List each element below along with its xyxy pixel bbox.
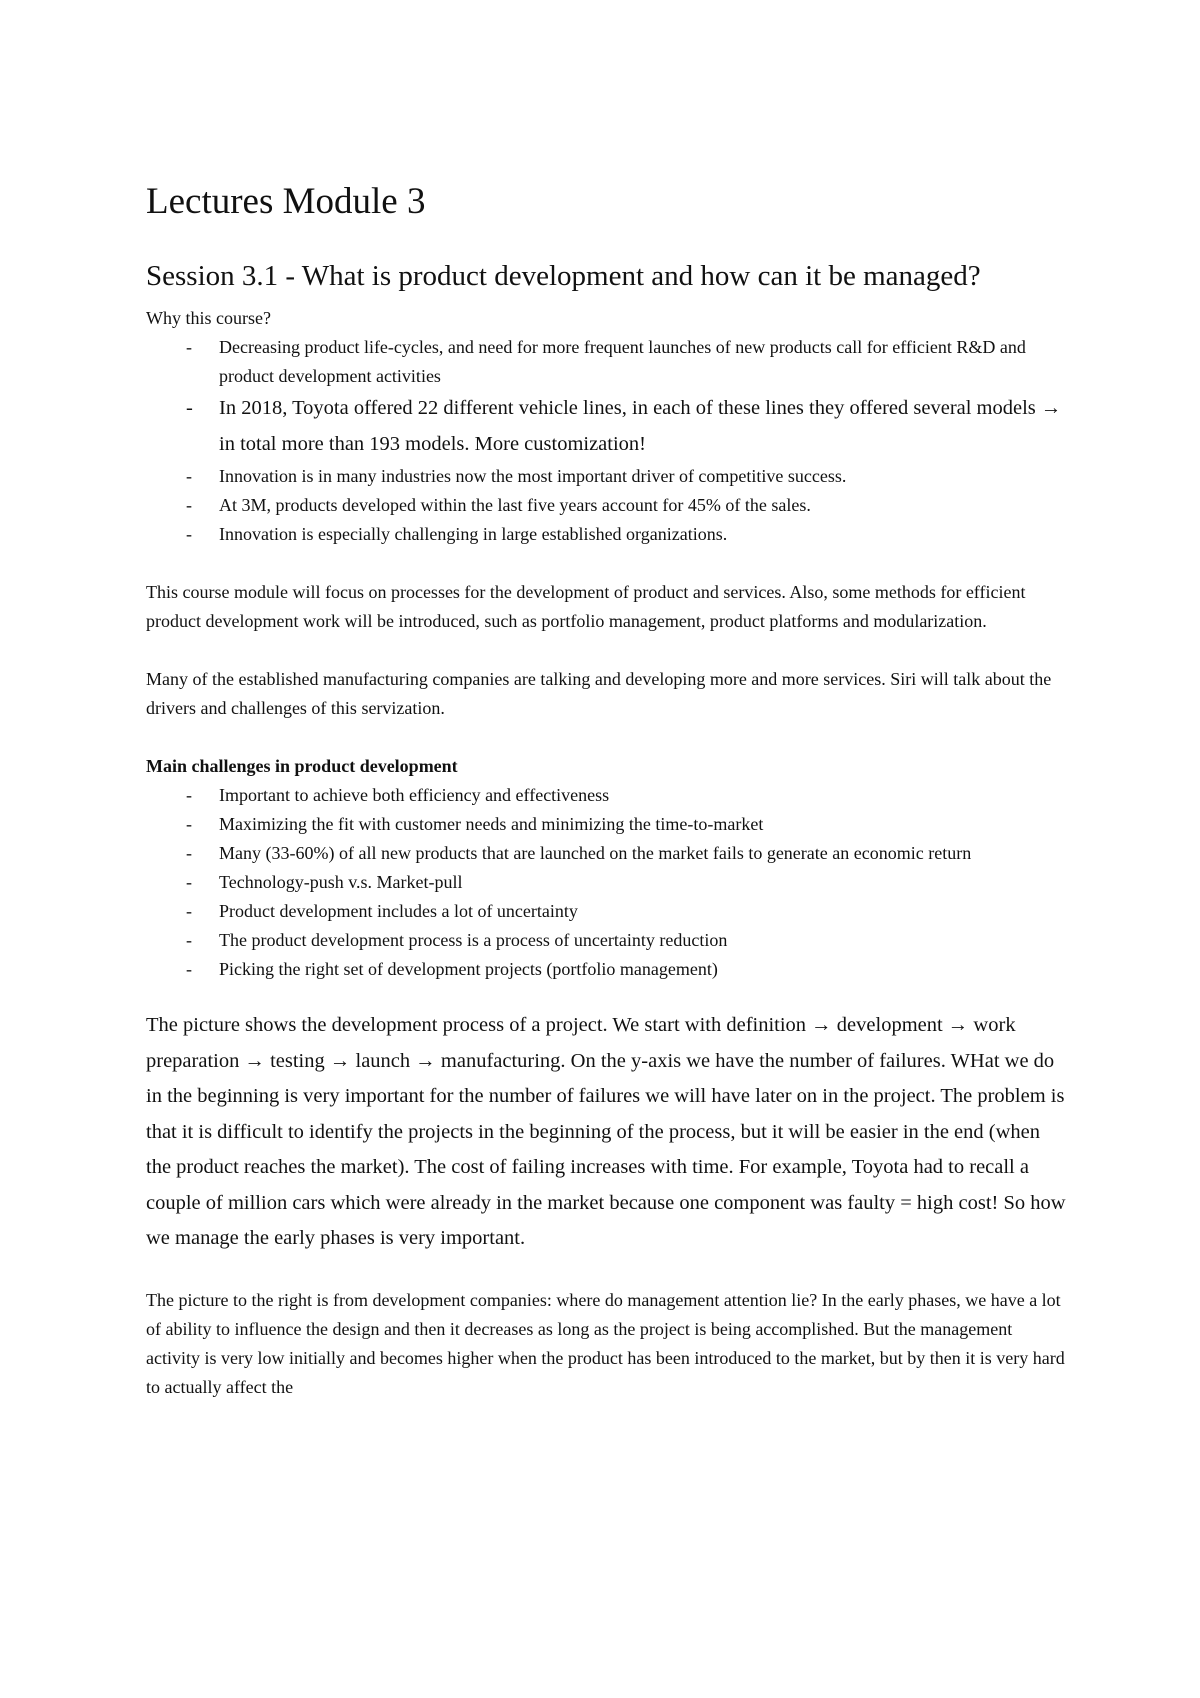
list-item: - Many (33-60%) of all new products that are launched on the market fails to generate an economic return: [146, 839, 1066, 868]
list-item: - Innovation is especially challenging in large established organizations.: [146, 520, 1066, 549]
list-item: - Decreasing product life-cycles, and need for more frequent launches of new products call for efficient R&D and product development activities: [146, 333, 1066, 391]
document-page: [146, 180, 1066, 1402]
session-heading: Session 3.1 - What is product development and how can it be managed?: [146, 260, 981, 293]
list-item: - Innovation is in many industries now the most important driver of competitive success.: [146, 462, 1066, 491]
paragraph: Many of the established manufacturing companies are talking and developing more and more services. Siri will talk about the drivers and challenges of this servization.: [146, 669, 1052, 719]
list-item: - In 2018, Toyota offered 22 different vehicle lines, in each of these lines they offered several models → in total more than 193 models. More customization!: [146, 391, 1066, 462]
paragraph: The picture to the right is from development companies: where do management attention lie? In the early phases, we have a lot of ability to influence the design and then it decreases as long as the project is being accomplished. But the management activity is very low initially and becomes higher when the product has been introduced to the market, but by then it is very hard to actually affect the: [146, 1289, 1065, 1397]
list-item: - Picking the right set of development projects (portfolio management): [146, 955, 1066, 984]
why-label: Why this course?: [146, 308, 271, 329]
list-item: - Important to achieve both efficiency and effectiveness: [146, 781, 1066, 810]
paragraph: The picture shows the development process of a project. We start with definition → development → work preparation → testing → launch → manufacturing. On the y-axis we have the number of failures. WHat we do in the beginning is very important for the number of failures we will have later on in the project. The problem is that it is difficult to identify the projects in the beginning of the process, but it will be easier in the end (when the product reaches the market). The cost of failing increases with time. For example, Toyota had to recall a couple of million cars which were already in the market because one component was faulty = high cost! So how we manage the early phases is very important.: [146, 1014, 1066, 1250]
document-title: Lectures Module 3: [146, 181, 426, 222]
why-list: [146, 333, 1066, 549]
list-item: - Product development includes a lot of uncertainty: [146, 897, 1066, 926]
paragraph: This course module will focus on processes for the development of product and services. Also, some methods for efficient product development work will be introduced, such as portfolio management, product platforms and modularization.: [146, 582, 1026, 632]
list-item: - Maximizing the fit with customer needs and minimizing the time-to-market: [146, 810, 1066, 839]
list-item: - Technology-push v.s. Market-pull: [146, 868, 1066, 897]
list-item: - The product development process is a process of uncertainty reduction: [146, 926, 1066, 955]
list-item: - At 3M, products developed within the last five years account for 45% of the sales.: [146, 491, 1066, 520]
challenges-heading: Main challenges in product development: [146, 756, 458, 777]
challenges-list: [146, 781, 1066, 984]
